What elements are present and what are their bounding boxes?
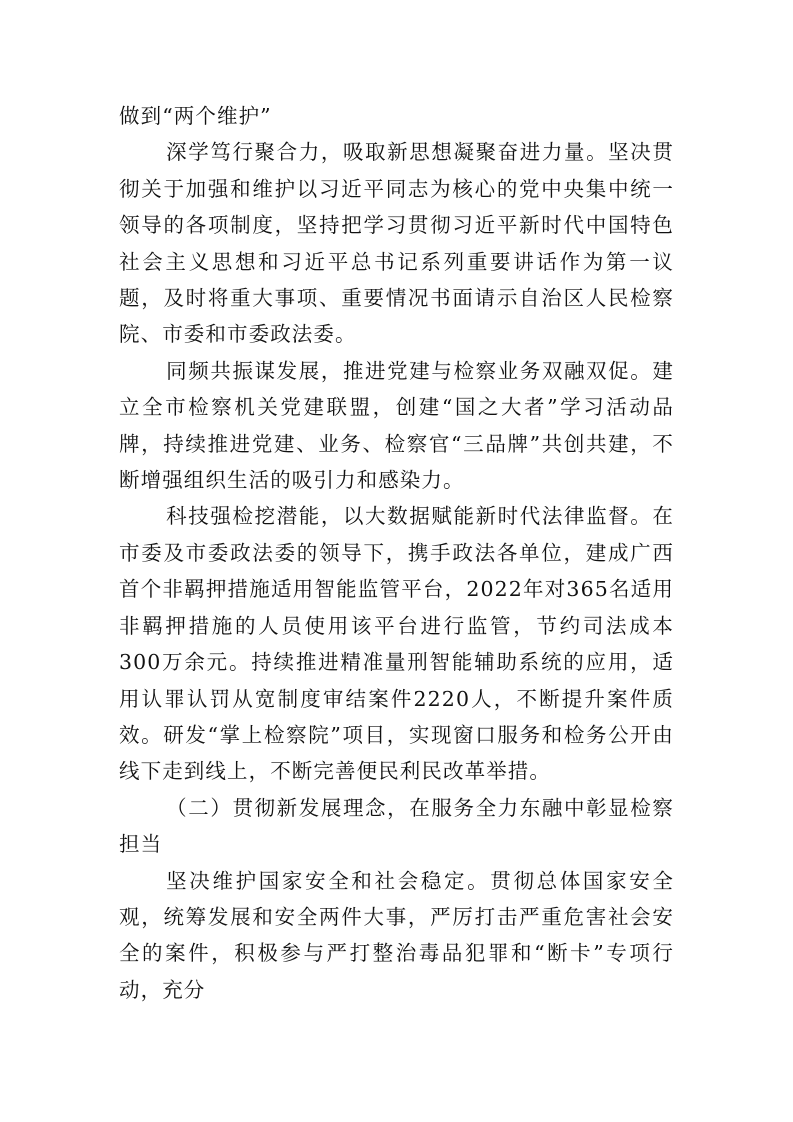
- paragraph-party-alliance: 同频共振谋发展，推进党建与检察业务双融双促。建立全市检察机关党建联盟，创建“国之大者”学习活动品牌，持续推进党建、业务、检察官“三品牌”共创共建，不断增强组织生活的吸引力和感染力。: [119, 358, 674, 493]
- paragraph-party-building-theory: 深学笃行聚合力，吸取新思想凝聚奋进力量。坚决贯彻关于加强和维护以习近平同志为核心的党中央集中统一领导的各项制度，坚持把学习贯彻习近平新时代中国特色社会主义思想和习近平总书记系列重要讲话作为第一议题，及时将重大事项、重要情况书面请示自治区人民检察院、市委和市委政法委。: [119, 140, 674, 347]
- paragraph-continuation: 做到“两个维护”: [119, 104, 272, 128]
- section-heading-two: （二）贯彻新发展理念，在服务全力东融中彰显检察担当: [119, 795, 674, 857]
- document-body: [119, 98, 674, 1008]
- paragraph-national-security: 坚决维护国家安全和社会稳定。贯彻总体国家安全观，统筹发展和安全两件大事，严厉打击严重危害社会安全的案件，积极参与严打整治毒品犯罪和“断卡”专项行动，充分: [119, 868, 674, 1002]
- paragraph-technology-supervision: 科技强检挖潜能，以大数据赋能新时代法律监督。在市委及市委政法委的领导下，携手政法各单位，建成广西首个非羁押措施适用智能监管平台，2022年对365名适用非羁押措施的人员使用该平台进行监管，节约司法成本300万余元。持续推进精准量刑智能辅助系统的应用，适用认罪认罚从宽制度审结案件2220人，不断提升案件质效。研发“掌上检察院”项目，实现窗口服务和检务公开由线下走到线上，不断完善便民利民改革举措。: [119, 504, 674, 784]
